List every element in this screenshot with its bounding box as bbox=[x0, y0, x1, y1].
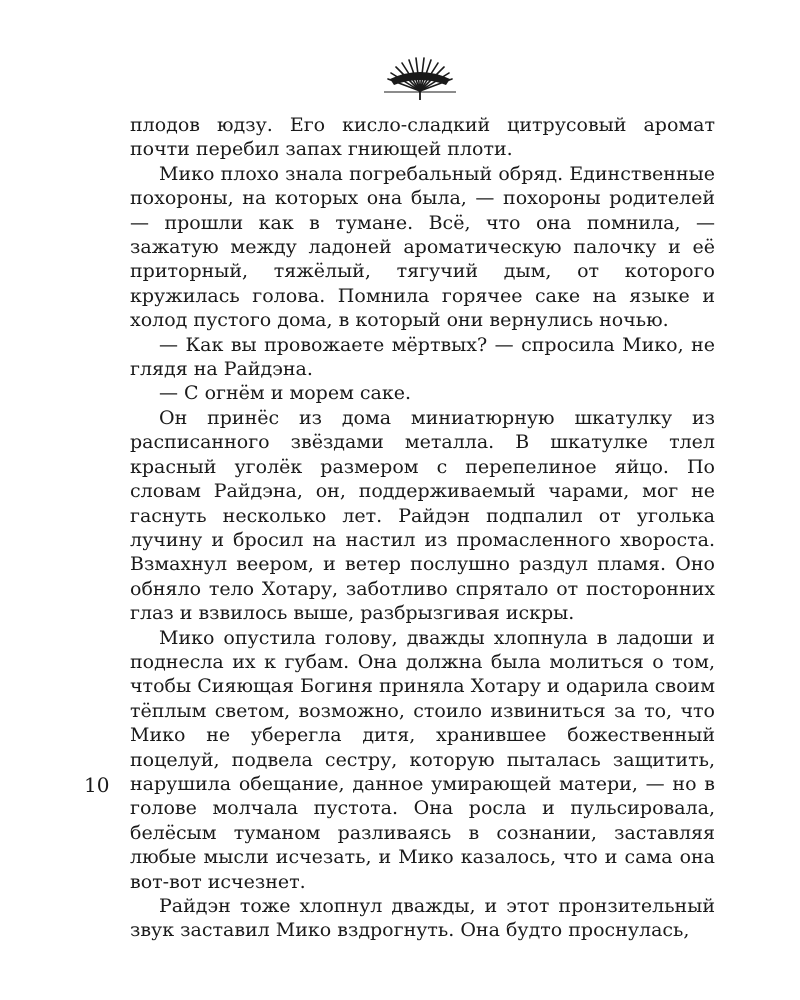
body-text bbox=[130, 113, 715, 943]
paragraph: плодов юдзу. Его кисло-сладкий цитрусовый аромат почти перебил запах гниющей плоти. bbox=[130, 114, 715, 161]
fan-ornament-icon bbox=[380, 55, 460, 105]
page-number: 10 bbox=[84, 773, 110, 797]
paragraph: Мико плохо знала погребальный обряд. Единственные похороны, на которых она была, — похороны родителей — прошли как в тумане. Всё, что она помнила, — зажатую между ладоней ароматическую палочку и её приторный, тяжёлый, тягучий дым, от которого кружилась голова. Помнила горячее саке на языке и холод пустого дома, в который они вернулись ночью. bbox=[130, 162, 715, 332]
paragraph: Райдэн тоже хлопнул дважды, и этот пронзительный звук заставил Мико вздрогнуть. Она будто проснулась, bbox=[130, 895, 715, 942]
paragraph: — Как вы провожаете мёртвых? — спросила Мико, не глядя на Райдэна. bbox=[130, 333, 715, 381]
paragraph: Он принёс из дома миниатюрную шкатулку из расписанного звёздами металла. В шкатулке тлел красный уголёк размером с перепелиное яйцо. По словам Райдэна, он, поддерживаемый чарами, мог не гаснуть несколько лет. Райдэн подпалил от уголька лучину и бросил на настил из промасленного хвороста. Взмахнул веером, и ветер послушно раздул пламя. Оно обняло тело Хотару, заботливо спрятало от посторонних глаз и взвилось выше, разбрызгивая искры. bbox=[130, 406, 715, 625]
paragraph: — С огнём и морем саке. bbox=[159, 382, 412, 405]
paragraph: Мико опустила голову, дважды хлопнула в ладоши и поднесла их к губам. Она должна была молиться о том, чтобы Сияющая Богиня приняла Хотару и одарила своим тёплым светом, возможно, стоило извиниться за то, что Мико не уберегла дитя, хранившее божественный поцелуй, подвела сестру, которую пыталась защитить, нарушила обещание, данное умирающей матери, — но в голове молчала пустота. Она росла и пульсировала, белёсым туманом разливаясь в сознании, заставляя любые мысли исчезать, и Мико казалось, что и сама она вот-вот исчезнет. bbox=[130, 626, 715, 893]
